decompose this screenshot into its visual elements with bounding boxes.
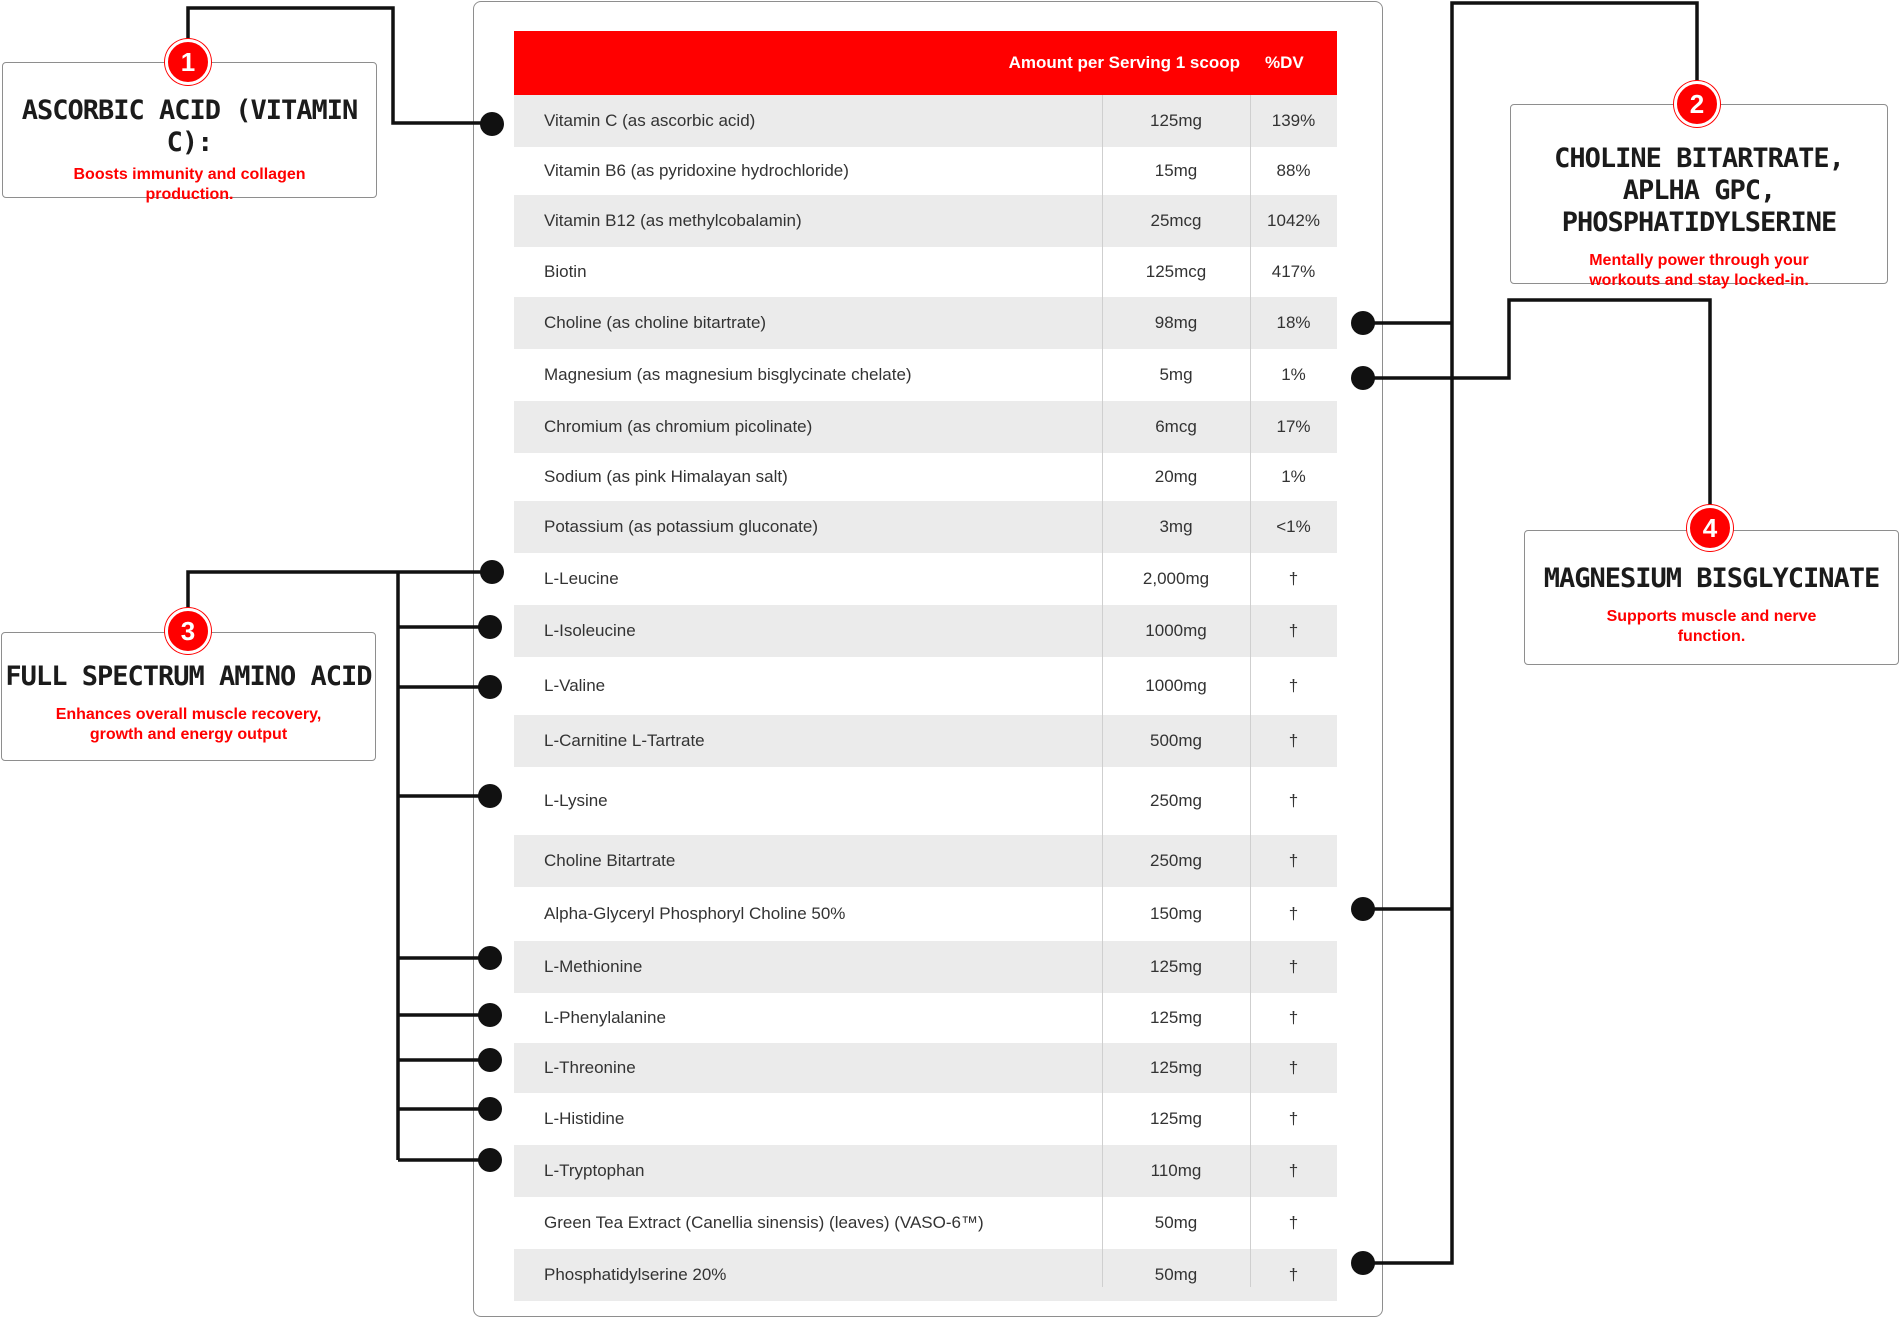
nutrient-name: Choline (as choline bitartrate) (544, 313, 767, 332)
nutrient-amount: 150mg (1150, 904, 1202, 923)
connector-dot (480, 112, 504, 136)
nutrient-name: L-Lysine (544, 791, 608, 810)
nutrient-name: Sodium (as pink Himalayan salt) (544, 467, 788, 486)
nutrient-amount: 2,000mg (1142, 569, 1210, 588)
nutrient-name: L-Carnitine L-Tartrate (544, 731, 705, 750)
nutrient-amount: 98mg (1154, 313, 1198, 332)
nutrient-amount: 110mg (1150, 1161, 1202, 1180)
nutrient-dv: 88% (1276, 161, 1311, 180)
nutrient-amount: 50mg (1154, 1265, 1198, 1284)
connector-dot (1351, 1251, 1375, 1275)
nutrient-name: Magnesium (as magnesium bisglycinate chelate) (544, 365, 912, 384)
nutrient-dv: † (1288, 621, 1299, 640)
connector-3-stem (188, 572, 492, 625)
nutrient-amount: 50mg (1154, 1213, 1198, 1232)
connector-dot (478, 784, 502, 808)
connector-dot (478, 946, 502, 970)
nutrient-amount: 250mg (1150, 791, 1202, 810)
nutrient-dv: † (1288, 1109, 1299, 1128)
nutrient-amount: 125mg (1150, 1008, 1202, 1027)
nutrient-dv: 18% (1276, 313, 1311, 332)
callout-description: Boosts immunity and collagen production. (73, 166, 306, 203)
nutrient-dv: † (1288, 1161, 1299, 1180)
callout-number-badge: 2 (1674, 81, 1720, 127)
callout-number-badge: 4 (1687, 505, 1733, 551)
nutrient-name: Biotin (544, 262, 587, 281)
nutrient-dv: 1% (1281, 467, 1306, 486)
connector-dot (478, 1048, 502, 1072)
nutrient-amount: 500mg (1150, 731, 1202, 750)
connector-4 (1363, 300, 1710, 527)
nutrient-dv: † (1288, 1058, 1299, 1077)
connector-3-branches (398, 627, 490, 1160)
nutrient-amount: 125mg (1150, 1109, 1202, 1128)
nutrient-name: Choline Bitartrate (544, 851, 676, 870)
nutrient-amount: 1000mg (1145, 621, 1207, 640)
connector-dot (478, 1003, 502, 1027)
nutrient-name: L-Isoleucine (544, 621, 636, 640)
nutrient-dv: † (1288, 1008, 1299, 1027)
nutrient-amount: 15mg (1154, 161, 1198, 180)
nutrient-dv: † (1288, 791, 1299, 810)
header-amount-label: Amount per Serving 1 scoop (1008, 53, 1240, 72)
callout-title: CHOLINE BITARTRATE, APLHA GPC, PHOSPHATIDYLSERINE (1554, 143, 1844, 238)
callout-number-badge: 1 (165, 39, 211, 85)
nutrient-name: L-Phenylalanine (544, 1008, 666, 1027)
callout-title: ASCORBIC ACID (VITAMIN C): (21, 95, 358, 158)
nutrient-name: L-Histidine (544, 1109, 625, 1128)
connector-dot (1351, 366, 1375, 390)
nutrient-dv: † (1288, 1213, 1299, 1232)
nutrient-dv: † (1288, 957, 1299, 976)
callout-title: MAGNESIUM BISGLYCINATE (1543, 563, 1880, 594)
nutrient-amount: 250mg (1150, 851, 1202, 870)
nutrient-amount: 1000mg (1145, 676, 1207, 695)
nutrient-amount: 125mcg (1145, 262, 1207, 281)
nutrient-name: L-Threonine (544, 1058, 636, 1077)
nutrient-dv: † (1288, 851, 1299, 870)
nutrient-amount: 3mg (1159, 517, 1193, 536)
connector-dot (478, 615, 502, 639)
nutrient-name: L-Tryptophan (544, 1161, 645, 1180)
nutrient-name: L-Leucine (544, 569, 619, 588)
nutrient-name: Vitamin B12 (as methylcobalamin) (544, 211, 802, 230)
connector-dot (1351, 897, 1375, 921)
connector-2-branches (1363, 323, 1452, 909)
nutrient-dv: 417% (1271, 262, 1316, 281)
nutrient-name: L-Valine (544, 676, 606, 695)
nutrient-dv: † (1288, 569, 1299, 588)
callout-title: FULL SPECTRUM AMINO ACID (5, 661, 372, 692)
nutrient-dv: 1042% (1267, 211, 1320, 230)
nutrient-dv: † (1288, 676, 1299, 695)
callout-description: Enhances overall muscle recovery, growth and energy output (55, 706, 322, 743)
nutrient-dv: † (1288, 1265, 1299, 1284)
nutrient-amount: 6mcg (1155, 417, 1197, 436)
nutrient-name: Phosphatidylserine 20% (544, 1265, 727, 1284)
nutrient-amount: 125mg (1150, 1058, 1202, 1077)
nutrient-name: Alpha-Glyceryl Phosphoryl Choline 50% (544, 904, 846, 923)
callout-number-badge: 3 (165, 608, 211, 654)
nutrient-amount: 125mg (1150, 111, 1202, 130)
nutrient-name: Potassium (as potassium gluconate) (544, 517, 819, 536)
callout-choline (1510, 104, 1888, 289)
header-dv-label: %DV (1265, 53, 1304, 72)
connector-dot (1351, 311, 1375, 335)
nutrient-dv: † (1288, 731, 1299, 750)
callout-description: Mentally power through your workouts and stay locked-in. (1589, 252, 1809, 289)
nutrient-name: Green Tea Extract (Canellia sinensis) (leaves) (VASO-6™) (544, 1213, 984, 1232)
connector-dot (478, 1097, 502, 1121)
connector-dot (478, 675, 502, 699)
nutrient-amount: 20mg (1154, 467, 1198, 486)
nutrient-dv: 17% (1276, 417, 1311, 436)
connector-dot (480, 560, 504, 584)
nutrient-dv: 139% (1271, 111, 1316, 130)
nutrient-amount: 25mcg (1150, 211, 1202, 230)
nutrient-name: L-Methionine (544, 957, 643, 976)
nutrient-name: Vitamin C (as ascorbic acid) (544, 111, 756, 130)
connector-dot (478, 1148, 502, 1172)
nutrient-dv: † (1288, 904, 1299, 923)
nutrient-dv: 1% (1281, 365, 1306, 384)
nutrient-amount: 5mg (1159, 365, 1193, 384)
nutrient-amount: 125mg (1150, 957, 1202, 976)
nutrient-dv: <1% (1276, 517, 1311, 536)
nutrient-name: Vitamin B6 (as pyridoxine hydrochloride) (544, 161, 849, 180)
callout-description: Supports muscle and nerve function. (1606, 608, 1817, 645)
nutrient-name: Chromium (as chromium picolinate) (544, 417, 813, 436)
